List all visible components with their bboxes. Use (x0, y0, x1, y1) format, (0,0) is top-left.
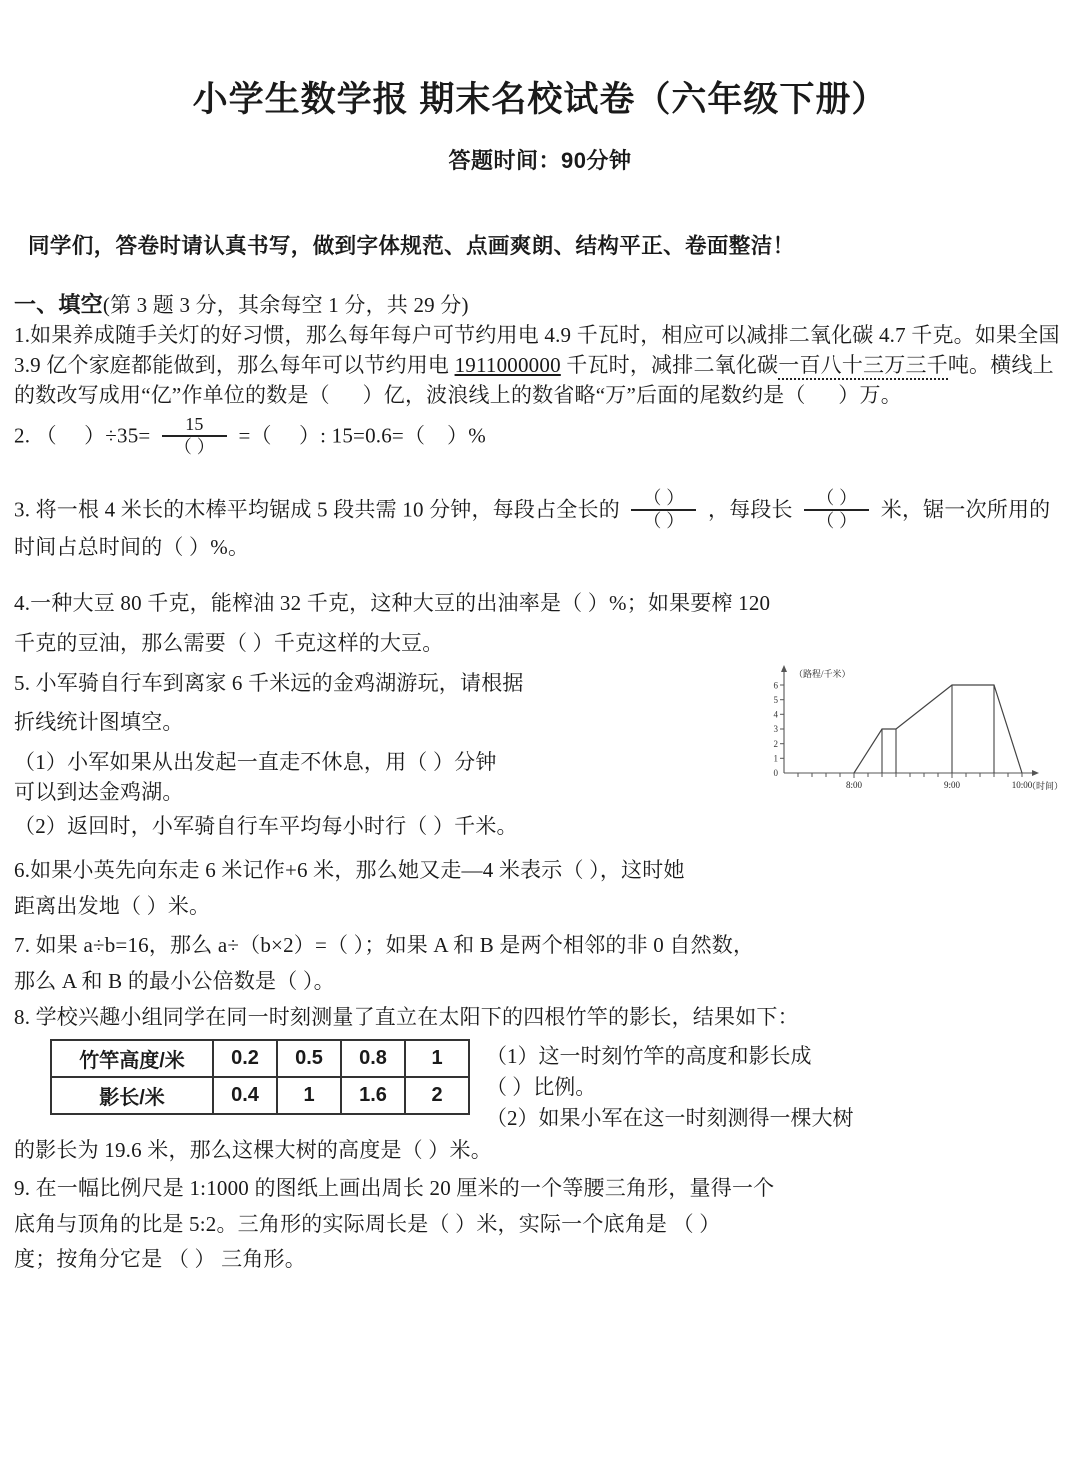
section-note: (第 3 题 3 分，其余每空 1 分，共 29 分) (102, 293, 469, 317)
svg-text:3: 3 (773, 723, 778, 734)
q7-line-1 (14, 931, 1062, 961)
section-heading (14, 288, 1062, 319)
q5-line-1 (14, 669, 614, 699)
q2-number: 2. (14, 423, 31, 448)
q9-line-3: 度；按角分它是 （ ） 三角形。 (14, 1247, 306, 1272)
q4-line-1 (14, 589, 1062, 619)
question-3 (14, 487, 1062, 563)
table-cell: 1.6 (341, 1077, 405, 1114)
q3-number: 3. (14, 497, 31, 522)
q4-text-1: 一种大豆 80 千克，能榨油 32 千克，这种大豆的出油率是（ ）%；如果要榨 120 (30, 591, 771, 615)
q8-subquestions (486, 1033, 854, 1134)
q1-part1: 如果养成随手关灯的好习惯，那么每年每户可节约用电 4.9 千瓦时，相应可以减排二氧化碳 4.7 千克。如果全国 3.9 亿个家庭都能做到，那么每年可以节约用电 (14, 323, 1060, 377)
q2-e: ）% (447, 423, 486, 448)
x-axis-arrow (1032, 770, 1039, 776)
q5-sub-1: （1）小军如果从出发起一直走不休息，用（ ）分钟 (14, 750, 497, 775)
q3-part1: 将一根 4 米长的木棒平均锯成 5 段共需 10 分钟，每段占全长的 (35, 497, 620, 522)
q2-answer-blank-2[interactable] (272, 424, 299, 448)
y-axis-label: （路程/千米） (794, 668, 851, 679)
q8-tail: 的影长为 19.6 米，那么这棵大树的高度是（ ）米。 (14, 1137, 492, 1162)
q8-stem-text: 学校兴趣小组同学在同一时刻测量了直立在太阳下的四根竹竿的影长，结果如下： (35, 1004, 799, 1029)
svg-text:1: 1 (773, 753, 778, 764)
question-1 (14, 321, 1062, 410)
q5-number: 5. (14, 670, 31, 695)
svg-text:6: 6 (773, 679, 778, 690)
x-ticks (798, 773, 1022, 778)
q9-line-2: 底角与顶角的比是 5:2。三角形的实际周长是（ ）米，实际一个底角是 （ ） (14, 1211, 721, 1236)
q1-part3: 吨。横线上的数改写成用“亿”作单位的数是（ (14, 352, 1054, 407)
q3-fraction-1-denominator[interactable]: （ ） (631, 509, 696, 532)
q2-a: （ (35, 423, 57, 448)
shadow-measurement-table (50, 1039, 470, 1115)
q8-sub-1b: （ ）比例。 (486, 1074, 597, 1099)
drop-lines (882, 685, 994, 773)
q5-line-2: 折线统计图填空。 (14, 710, 184, 735)
svg-text:9:00: 9:00 (943, 779, 961, 790)
q9-line-1 (14, 1174, 1062, 1204)
table-cell: 2 (405, 1077, 469, 1114)
page-title: 小学生数学报 期末名校试卷（六年级下册） (192, 80, 888, 119)
q9-number: 9. (14, 1175, 31, 1200)
line-chart (762, 661, 1062, 813)
q7-number: 7. (14, 933, 31, 958)
q4-number: 4. (14, 591, 31, 615)
q3-fraction-2 (804, 488, 869, 531)
q8-content-row (14, 1033, 1062, 1134)
question-4 (14, 589, 1062, 659)
q1-wavy-number: 一百八十三万三千 (778, 353, 948, 380)
question-2 (14, 416, 1062, 459)
q1-part4: ）亿，波浪线上的数省略“万”后面的尾数约是（ (362, 382, 806, 407)
q1-answer-blank-1[interactable] (330, 383, 363, 407)
svg-text:8:00: 8:00 (845, 779, 863, 790)
y-ticks (780, 685, 784, 758)
q3-part3: 米，锯一次所用的时间占总时间的（ ）%。 (14, 497, 1051, 560)
q2-fraction-denominator[interactable]: （ ） (162, 435, 227, 458)
q1-answer-blank-2[interactable] (806, 383, 839, 407)
table-cell: 0.8 (341, 1040, 405, 1077)
q7-line-2: 那么 A 和 B 的最小公倍数是（ ）。 (14, 969, 335, 994)
table-row (51, 1040, 469, 1077)
q4-line-2: 千克的豆油，那么需要（ ）千克这样的大豆。 (14, 630, 444, 655)
q2-b: ）÷35= (84, 423, 151, 448)
q2-fraction-numerator: 15 (185, 414, 204, 435)
svg-text:5: 5 (773, 694, 778, 705)
y-tick-labels (774, 680, 779, 778)
table-cell: 0.5 (277, 1040, 341, 1077)
exam-page (0, 72, 1080, 1468)
y-axis-arrow (781, 665, 787, 672)
questions-area (0, 288, 1080, 1275)
q1-underlined-number: 1911000000 (454, 352, 561, 377)
question-8 (14, 1003, 1062, 1166)
q3-fraction-1 (631, 488, 696, 531)
q5-sub-1b: 可以到达金鸡湖。 (14, 780, 184, 805)
svg-text:4: 4 (773, 709, 778, 720)
question-5 (14, 669, 1062, 842)
table-row (51, 1077, 469, 1114)
student-notice: 同学们，答卷时请认真书写，做到字体规范、点画爽朗、结构平正、卷面整洁！ (28, 234, 795, 258)
q6-line-1 (14, 856, 1062, 886)
section-label: 一、填空 (14, 292, 103, 317)
q5-text-1: 小军骑自行车到离家 6 千米远的金鸡湖游玩，请根据 (35, 670, 524, 695)
exam-duration: 答题时间：90分钟 (448, 148, 632, 173)
q3-part2: ，每段长 (707, 497, 793, 522)
q7-text-1: 如果 a÷b=16，那么 a÷（b×2）=（ ）；如果 A 和 B 是两个相邻的非 0 自然数， (35, 933, 755, 958)
q8-number: 8. (14, 1004, 31, 1029)
q1-part5: ）万。 (838, 382, 902, 407)
q2-answer-blank-3[interactable] (425, 424, 447, 448)
q2-c: =（ (238, 423, 272, 448)
table-cell: 1 (405, 1040, 469, 1077)
question-9 (14, 1174, 1062, 1275)
q3-fraction-1-numerator[interactable]: （ ） (643, 487, 685, 508)
table-cell: 1 (277, 1077, 341, 1114)
q1-part2: 千瓦时，减排二氧化碳 (560, 352, 779, 377)
q3-fraction-2-denominator[interactable]: （ ） (804, 509, 869, 532)
svg-text:2: 2 (773, 738, 778, 749)
q8-stem (14, 1003, 1062, 1033)
question-6 (14, 856, 1062, 922)
q6-text-1: 如果小英先向东走 6 米记作+6 米，那么她又走—4 米表示（ ），这时她 (30, 857, 685, 882)
table-row-header: 影长/米 (51, 1077, 213, 1114)
svg-text:10:00: 10:00 (1011, 779, 1033, 790)
q2-answer-blank-1[interactable] (57, 424, 84, 448)
distance-line (854, 685, 1022, 773)
q8-sub-2: （2）如果小军在这一时刻测得一棵大树 (486, 1105, 854, 1130)
svg-text:0: 0 (773, 767, 778, 778)
q8-sub-1: （1）这一时刻竹竿的高度和影长成 (486, 1043, 812, 1068)
line-chart-svg (762, 661, 1062, 813)
table-cell: 0.2 (213, 1040, 277, 1077)
table-row-header: 竹竿高度/米 (51, 1040, 213, 1077)
q1-number: 1. (14, 323, 31, 347)
q3-fraction-2-numerator[interactable]: （ ） (816, 487, 858, 508)
q2-fraction (162, 414, 227, 457)
q6-line-2: 距离出发地（ ）米。 (14, 893, 211, 918)
q5-text-block (14, 669, 614, 842)
x-axis-label: （时间） (1026, 780, 1062, 791)
table-cell: 0.4 (213, 1077, 277, 1114)
question-7 (14, 931, 1062, 997)
q2-d: ）: 15=0.6=（ (298, 423, 426, 448)
q9-text-1: 在一幅比例尺是 1:1000 的图纸上画出周长 20 厘米的一个等腰三角形，量得一个 (35, 1175, 775, 1200)
q6-number: 6. (14, 857, 31, 882)
x-tick-labels (846, 780, 1033, 790)
q5-sub-2: （2）返回时，小军骑自行车平均每小时行（ ）千米。 (14, 813, 518, 838)
